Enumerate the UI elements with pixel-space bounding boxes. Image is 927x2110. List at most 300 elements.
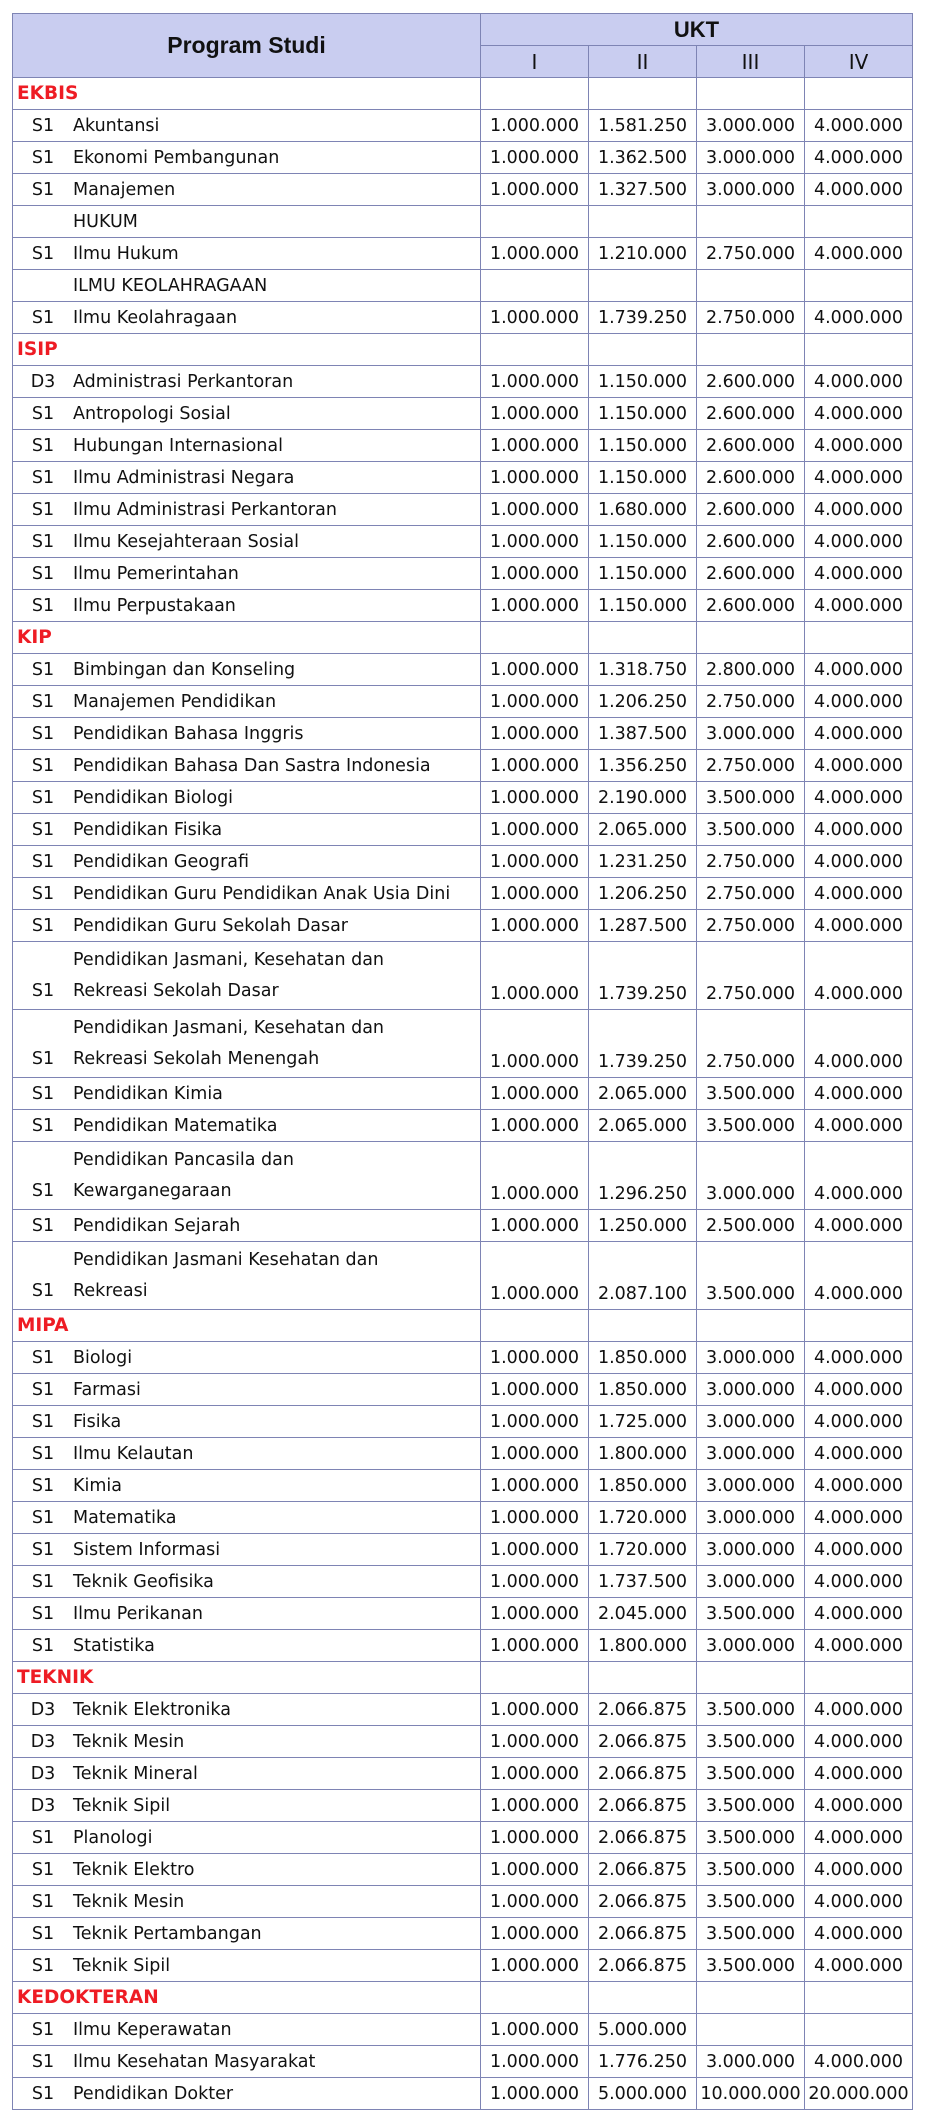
ukt-value-1: 1.000.000 xyxy=(481,846,589,878)
program-row xyxy=(13,1242,913,1310)
empty-cell xyxy=(697,334,805,366)
ukt-value-2: 1.581.250 xyxy=(589,110,697,142)
program-name: Ilmu Perikanan xyxy=(73,1603,203,1624)
program-row xyxy=(13,1374,913,1406)
program-row xyxy=(13,910,913,942)
ukt-value-3: 3.000.000 xyxy=(697,110,805,142)
program-cell xyxy=(13,462,481,494)
ukt-value-3: 2.600.000 xyxy=(697,430,805,462)
ukt-value-3: 2.750.000 xyxy=(697,878,805,910)
ukt-value-4: 4.000.000 xyxy=(805,1210,913,1242)
program-row xyxy=(13,654,913,686)
program-cell xyxy=(13,142,481,174)
degree-level: S1 xyxy=(31,787,55,808)
program-row xyxy=(13,1598,913,1630)
program-name: Ilmu Administrasi Negara xyxy=(73,467,295,488)
program-cell xyxy=(13,1210,481,1242)
ukt-value-4: 4.000.000 xyxy=(805,1242,913,1310)
degree-level: S1 xyxy=(31,403,55,424)
program-cell xyxy=(13,1822,481,1854)
degree-level: S1 xyxy=(31,2083,55,2104)
program-name: Teknik Sipil xyxy=(73,1955,171,1976)
program-cell xyxy=(13,1470,481,1502)
program-cell xyxy=(13,1950,481,1982)
program-cell xyxy=(13,1502,481,1534)
program-cell xyxy=(13,1078,481,1110)
empty-cell xyxy=(805,78,913,110)
degree-level: S1 xyxy=(31,115,55,136)
program-name: Antropologi Sosial xyxy=(73,403,231,424)
faculty-name: MIPA xyxy=(13,1310,481,1342)
ukt-value-1: 1.000.000 xyxy=(481,814,589,846)
program-row xyxy=(13,1142,913,1210)
degree-level: D3 xyxy=(30,1699,56,1720)
program-cell xyxy=(13,782,481,814)
empty-cell xyxy=(697,78,805,110)
ukt-value-1: 1.000.000 xyxy=(481,1210,589,1242)
program-cell xyxy=(13,846,481,878)
program-cell xyxy=(13,558,481,590)
ukt-value-3: 3.000.000 xyxy=(697,718,805,750)
program-row xyxy=(13,1694,913,1726)
program-name: Ilmu Kesejahteraan Sosial xyxy=(73,531,299,552)
degree-level: S1 xyxy=(31,147,55,168)
program-row xyxy=(13,558,913,590)
ukt-value-3: 3.500.000 xyxy=(697,1758,805,1790)
program-name: Pendidikan Pancasila dan Kewarganegaraan xyxy=(73,1149,294,1201)
program-cell xyxy=(13,526,481,558)
ukt-value-1: 1.000.000 xyxy=(481,1886,589,1918)
degree-level: S1 xyxy=(31,819,55,840)
ukt-value-2: 1.362.500 xyxy=(589,142,697,174)
program-name: Teknik Pertambangan xyxy=(73,1923,262,1944)
ukt-value-2: 1.206.250 xyxy=(589,878,697,910)
ukt-value-2: 1.800.000 xyxy=(589,1438,697,1470)
ukt-value-2: 1.150.000 xyxy=(589,526,697,558)
degree-level: S1 xyxy=(31,851,55,872)
program-row xyxy=(13,302,913,334)
ukt-value-1: 1.000.000 xyxy=(481,1342,589,1374)
program-name: Pendidikan Jasmani, Kesehatan dan Rekreasi Sekolah Menengah xyxy=(73,1017,385,1069)
ukt-value-2: 2.066.875 xyxy=(589,1758,697,1790)
ukt-value-1: 1.000.000 xyxy=(481,526,589,558)
empty-cell xyxy=(697,1662,805,1694)
program-cell xyxy=(13,1726,481,1758)
ukt-value-3: 3.500.000 xyxy=(697,1854,805,1886)
ukt-value-2: 1.231.250 xyxy=(589,846,697,878)
empty-cell xyxy=(805,622,913,654)
ukt-value-2: 1.739.250 xyxy=(589,302,697,334)
empty-cell xyxy=(481,622,589,654)
program-name: Statistika xyxy=(73,1635,155,1656)
ukt-table-container xyxy=(12,13,912,2110)
ukt-value-1: 1.000.000 xyxy=(481,718,589,750)
empty-cell xyxy=(589,270,697,302)
ukt-value-1: 1.000.000 xyxy=(481,1142,589,1210)
program-row xyxy=(13,1010,913,1078)
ukt-value-4: 4.000.000 xyxy=(805,782,913,814)
ukt-value-2: 1.850.000 xyxy=(589,1470,697,1502)
ukt-value-4: 4.000.000 xyxy=(805,302,913,334)
ukt-value-1: 1.000.000 xyxy=(481,1374,589,1406)
program-name: Ilmu Perpustakaan xyxy=(73,595,236,616)
program-row xyxy=(13,1406,913,1438)
ukt-value-3: 2.750.000 xyxy=(697,910,805,942)
program-name: Pendidikan Sejarah xyxy=(73,1215,241,1236)
faculty-name: KIP xyxy=(13,622,481,654)
degree-level: S1 xyxy=(31,243,55,264)
degree-level: S1 xyxy=(31,2019,55,2040)
ukt-value-2: 1.150.000 xyxy=(589,558,697,590)
ukt-value-2: 2.087.100 xyxy=(589,1242,697,1310)
degree-level: S1 xyxy=(31,435,55,456)
ukt-value-3: 10.000.000 xyxy=(697,2078,805,2110)
program-cell xyxy=(13,494,481,526)
program-row xyxy=(13,782,913,814)
program-row xyxy=(13,1822,913,1854)
ukt-value-3: 3.500.000 xyxy=(697,1242,805,1310)
program-cell xyxy=(13,366,481,398)
ukt-value-3: 2.600.000 xyxy=(697,526,805,558)
program-cell xyxy=(13,1566,481,1598)
faculty-row xyxy=(13,1982,913,2014)
program-row xyxy=(13,1210,913,1242)
program-cell xyxy=(13,878,481,910)
ukt-value-4: 4.000.000 xyxy=(805,1534,913,1566)
empty-cell xyxy=(481,334,589,366)
ukt-value-4: 4.000.000 xyxy=(805,558,913,590)
ukt-value-3: 3.000.000 xyxy=(697,1470,805,1502)
faculty-row xyxy=(13,622,913,654)
program-row xyxy=(13,590,913,622)
ukt-value-1: 1.000.000 xyxy=(481,942,589,1010)
ukt-value-4: 4.000.000 xyxy=(805,1918,913,1950)
ukt-value-2: 1.296.250 xyxy=(589,1142,697,1210)
ukt-value-3: 2.600.000 xyxy=(697,398,805,430)
ukt-value-1: 1.000.000 xyxy=(481,1630,589,1662)
program-row xyxy=(13,494,913,526)
ukt-value-4: 4.000.000 xyxy=(805,1598,913,1630)
ukt-value-2: 1.287.500 xyxy=(589,910,697,942)
ukt-value-2: 5.000.000 xyxy=(589,2078,697,2110)
program-cell xyxy=(13,1918,481,1950)
degree-level: S1 xyxy=(31,1475,55,1496)
program-name: Ilmu Keolahragaan xyxy=(73,307,238,328)
degree-level: S1 xyxy=(31,755,55,776)
ukt-value-2: 2.066.875 xyxy=(589,1886,697,1918)
header-level-2: II xyxy=(589,46,697,78)
ukt-value-3: 3.000.000 xyxy=(697,1438,805,1470)
ukt-value-1: 1.000.000 xyxy=(481,686,589,718)
ukt-value-3: 3.000.000 xyxy=(697,1502,805,1534)
empty-cell xyxy=(589,334,697,366)
degree-level: D3 xyxy=(30,1763,56,1784)
ukt-value-2: 1.210.000 xyxy=(589,238,697,270)
program-row xyxy=(13,110,913,142)
header-program-studi: Program Studi xyxy=(13,14,481,78)
program-row xyxy=(13,2014,913,2046)
ukt-value-1: 1.000.000 xyxy=(481,2014,589,2046)
program-name: Biologi xyxy=(73,1347,133,1368)
ukt-value-4: 4.000.000 xyxy=(805,1790,913,1822)
program-row xyxy=(13,238,913,270)
program-row xyxy=(13,2078,913,2110)
ukt-value-2: 1.150.000 xyxy=(589,462,697,494)
degree-level: S1 xyxy=(31,563,55,584)
ukt-value-2: 1.206.250 xyxy=(589,686,697,718)
program-cell xyxy=(13,750,481,782)
degree-level: S1 xyxy=(31,883,55,904)
ukt-value-4: 4.000.000 xyxy=(805,1374,913,1406)
ukt-value-1: 1.000.000 xyxy=(481,302,589,334)
degree-level: D3 xyxy=(30,1795,56,1816)
ukt-value-1: 1.000.000 xyxy=(481,558,589,590)
program-name: Ekonomi Pembangunan xyxy=(73,147,280,168)
ukt-value-1: 1.000.000 xyxy=(481,1406,589,1438)
program-name: Teknik Elektro xyxy=(73,1859,195,1880)
program-row xyxy=(13,814,913,846)
empty-cell xyxy=(589,622,697,654)
ukt-value-4: 4.000.000 xyxy=(805,846,913,878)
ukt-value-3: 2.750.000 xyxy=(697,302,805,334)
ukt-value-3: 3.500.000 xyxy=(697,1790,805,1822)
table-body xyxy=(13,78,913,2110)
program-row xyxy=(13,1854,913,1886)
ukt-value-3: 3.500.000 xyxy=(697,1078,805,1110)
ukt-value-2: 1.150.000 xyxy=(589,430,697,462)
program-name: Ilmu Hukum xyxy=(73,243,179,264)
degree-level: S1 xyxy=(31,1859,55,1880)
ukt-value-3: 3.000.000 xyxy=(697,1142,805,1210)
degree-level: S1 xyxy=(31,1115,55,1136)
ukt-value-4: 4.000.000 xyxy=(805,1110,913,1142)
program-name: Pendidikan Guru Sekolah Dasar xyxy=(73,915,349,936)
degree-level: S1 xyxy=(31,1539,55,1560)
ukt-value-1: 1.000.000 xyxy=(481,494,589,526)
program-name: Pendidikan Fisika xyxy=(73,819,223,840)
program-cell xyxy=(13,654,481,686)
ukt-value-4: 4.000.000 xyxy=(805,942,913,1010)
ukt-value-4: 4.000.000 xyxy=(805,750,913,782)
ukt-value-2: 1.720.000 xyxy=(589,1502,697,1534)
program-row xyxy=(13,526,913,558)
program-row xyxy=(13,366,913,398)
program-cell xyxy=(13,1142,481,1210)
ukt-value-1: 1.000.000 xyxy=(481,1566,589,1598)
empty-cell xyxy=(697,270,805,302)
ukt-value-1: 1.000.000 xyxy=(481,1534,589,1566)
ukt-value-3: 3.000.000 xyxy=(697,174,805,206)
ukt-value-4 xyxy=(805,2014,913,2046)
ukt-value-2: 2.065.000 xyxy=(589,1110,697,1142)
ukt-value-4: 4.000.000 xyxy=(805,430,913,462)
degree-level: S1 xyxy=(31,531,55,552)
program-name: Ilmu Pemerintahan xyxy=(73,563,239,584)
ukt-value-3: 3.500.000 xyxy=(697,1886,805,1918)
ukt-value-4: 4.000.000 xyxy=(805,1142,913,1210)
ukt-value-2: 5.000.000 xyxy=(589,2014,697,2046)
program-row xyxy=(13,1726,913,1758)
program-row xyxy=(13,878,913,910)
ukt-value-3: 2.600.000 xyxy=(697,590,805,622)
ukt-value-1: 1.000.000 xyxy=(481,590,589,622)
degree-level: S1 xyxy=(31,1411,55,1432)
program-name: Matematika xyxy=(73,1507,177,1528)
ukt-value-2: 1.800.000 xyxy=(589,1630,697,1662)
ukt-value-4: 4.000.000 xyxy=(805,1010,913,1078)
faculty-name: KEDOKTERAN xyxy=(13,1982,481,2014)
program-row xyxy=(13,1342,913,1374)
ukt-value-1: 1.000.000 xyxy=(481,1790,589,1822)
program-row xyxy=(13,1950,913,1982)
ukt-value-3: 3.000.000 xyxy=(697,1342,805,1374)
ukt-value-3: 3.000.000 xyxy=(697,1406,805,1438)
program-name: Manajemen xyxy=(73,179,176,200)
faculty-row xyxy=(13,1310,913,1342)
program-name: Teknik Mesin xyxy=(73,1731,185,1752)
program-name: Pendidikan Geografi xyxy=(73,851,250,872)
ukt-value-4: 4.000.000 xyxy=(805,1078,913,1110)
program-name: Pendidikan Kimia xyxy=(73,1083,223,1104)
degree-level: S1 xyxy=(31,1443,55,1464)
faculty-name: ISIP xyxy=(13,334,481,366)
program-name: Pendidikan Jasmani, Kesehatan dan Rekreasi Sekolah Dasar xyxy=(73,949,385,1001)
ukt-value-2: 2.065.000 xyxy=(589,814,697,846)
degree-level: S1 xyxy=(31,1215,55,1236)
faculty-row xyxy=(13,334,913,366)
empty-cell xyxy=(481,78,589,110)
empty-cell xyxy=(589,1982,697,2014)
ukt-value-4: 4.000.000 xyxy=(805,590,913,622)
ukt-value-4: 4.000.000 xyxy=(805,2046,913,2078)
degree-level: S1 xyxy=(31,1379,55,1400)
ukt-value-4: 4.000.000 xyxy=(805,1438,913,1470)
ukt-value-2: 1.725.000 xyxy=(589,1406,697,1438)
ukt-value-1: 1.000.000 xyxy=(481,174,589,206)
faculty-name: EKBIS xyxy=(13,78,481,110)
ukt-value-1: 1.000.000 xyxy=(481,1598,589,1630)
program-cell xyxy=(13,1374,481,1406)
ukt-value-4: 4.000.000 xyxy=(805,142,913,174)
program-cell xyxy=(13,590,481,622)
ukt-value-1: 1.000.000 xyxy=(481,654,589,686)
ukt-value-1: 1.000.000 xyxy=(481,1110,589,1142)
ukt-value-3: 3.000.000 xyxy=(697,2046,805,2078)
degree-level: S1 xyxy=(31,1891,55,1912)
ukt-value-1: 1.000.000 xyxy=(481,750,589,782)
ukt-value-4: 4.000.000 xyxy=(805,366,913,398)
header-ukt: UKT xyxy=(481,14,913,46)
ukt-value-2: 1.850.000 xyxy=(589,1342,697,1374)
ukt-value-4: 4.000.000 xyxy=(805,1886,913,1918)
degree-level: S1 xyxy=(31,1083,55,1104)
ukt-value-1: 1.000.000 xyxy=(481,398,589,430)
program-cell xyxy=(13,1110,481,1142)
ukt-value-2: 1.680.000 xyxy=(589,494,697,526)
ukt-value-2: 1.776.250 xyxy=(589,2046,697,2078)
program-cell xyxy=(13,1438,481,1470)
ukt-value-1: 1.000.000 xyxy=(481,782,589,814)
ukt-value-1: 1.000.000 xyxy=(481,1854,589,1886)
faculty-row xyxy=(13,78,913,110)
degree-level: S1 xyxy=(31,307,55,328)
ukt-value-1: 1.000.000 xyxy=(481,1694,589,1726)
ukt-value-1: 1.000.000 xyxy=(481,910,589,942)
program-cell xyxy=(13,942,481,1010)
empty-cell xyxy=(805,1310,913,1342)
ukt-value-2: 2.066.875 xyxy=(589,1918,697,1950)
program-name: Teknik Sipil xyxy=(73,1795,171,1816)
ukt-value-2: 1.327.500 xyxy=(589,174,697,206)
ukt-value-4: 4.000.000 xyxy=(805,110,913,142)
ukt-value-2: 1.250.000 xyxy=(589,1210,697,1242)
ukt-value-3: 2.800.000 xyxy=(697,654,805,686)
ukt-value-3: 2.750.000 xyxy=(697,1010,805,1078)
ukt-value-3: 3.500.000 xyxy=(697,1694,805,1726)
program-row xyxy=(13,1630,913,1662)
program-cell xyxy=(13,1790,481,1822)
program-row xyxy=(13,1790,913,1822)
empty-cell xyxy=(805,1662,913,1694)
program-row xyxy=(13,142,913,174)
ukt-value-4: 4.000.000 xyxy=(805,1470,913,1502)
ukt-value-4: 4.000.000 xyxy=(805,174,913,206)
program-name: Administrasi Perkantoran xyxy=(73,371,294,392)
program-name: Pendidikan Matematika xyxy=(73,1115,278,1136)
ukt-value-1: 1.000.000 xyxy=(481,430,589,462)
program-cell xyxy=(13,814,481,846)
ukt-value-3: 2.600.000 xyxy=(697,494,805,526)
program-cell xyxy=(13,398,481,430)
degree-level: S1 xyxy=(31,980,55,1001)
empty-cell xyxy=(805,1982,913,2014)
program-row xyxy=(13,942,913,1010)
ukt-value-3: 3.000.000 xyxy=(697,1534,805,1566)
subgroup-name: HUKUM xyxy=(73,211,138,232)
ukt-value-4: 4.000.000 xyxy=(805,1822,913,1854)
ukt-value-2: 1.150.000 xyxy=(589,366,697,398)
ukt-value-4: 4.000.000 xyxy=(805,238,913,270)
degree-level: S1 xyxy=(31,1280,55,1301)
ukt-value-3: 3.500.000 xyxy=(697,814,805,846)
empty-cell xyxy=(697,622,805,654)
ukt-value-2: 1.850.000 xyxy=(589,1374,697,1406)
ukt-value-2: 1.387.500 xyxy=(589,718,697,750)
ukt-value-3: 3.000.000 xyxy=(697,1566,805,1598)
ukt-value-3: 3.000.000 xyxy=(697,1630,805,1662)
ukt-value-4: 4.000.000 xyxy=(805,526,913,558)
ukt-value-4: 4.000.000 xyxy=(805,1694,913,1726)
degree-level: S1 xyxy=(31,659,55,680)
program-cell xyxy=(13,174,481,206)
degree-level: S1 xyxy=(31,1507,55,1528)
program-row xyxy=(13,1886,913,1918)
program-cell xyxy=(13,430,481,462)
program-name: Pendidikan Bahasa Dan Sastra Indonesia xyxy=(73,755,431,776)
degree-level: S1 xyxy=(31,1923,55,1944)
subgroup-name: ILMU KEOLAHRAGAAN xyxy=(73,275,268,296)
program-name: Kimia xyxy=(73,1475,122,1496)
ukt-value-2: 1.150.000 xyxy=(589,398,697,430)
ukt-value-4: 4.000.000 xyxy=(805,1342,913,1374)
subgroup-cell xyxy=(13,206,481,238)
ukt-value-2: 1.737.500 xyxy=(589,1566,697,1598)
ukt-value-1: 1.000.000 xyxy=(481,1078,589,1110)
ukt-value-3: 2.600.000 xyxy=(697,462,805,494)
program-name: Teknik Elektronika xyxy=(73,1699,231,1720)
program-row xyxy=(13,398,913,430)
program-row xyxy=(13,718,913,750)
